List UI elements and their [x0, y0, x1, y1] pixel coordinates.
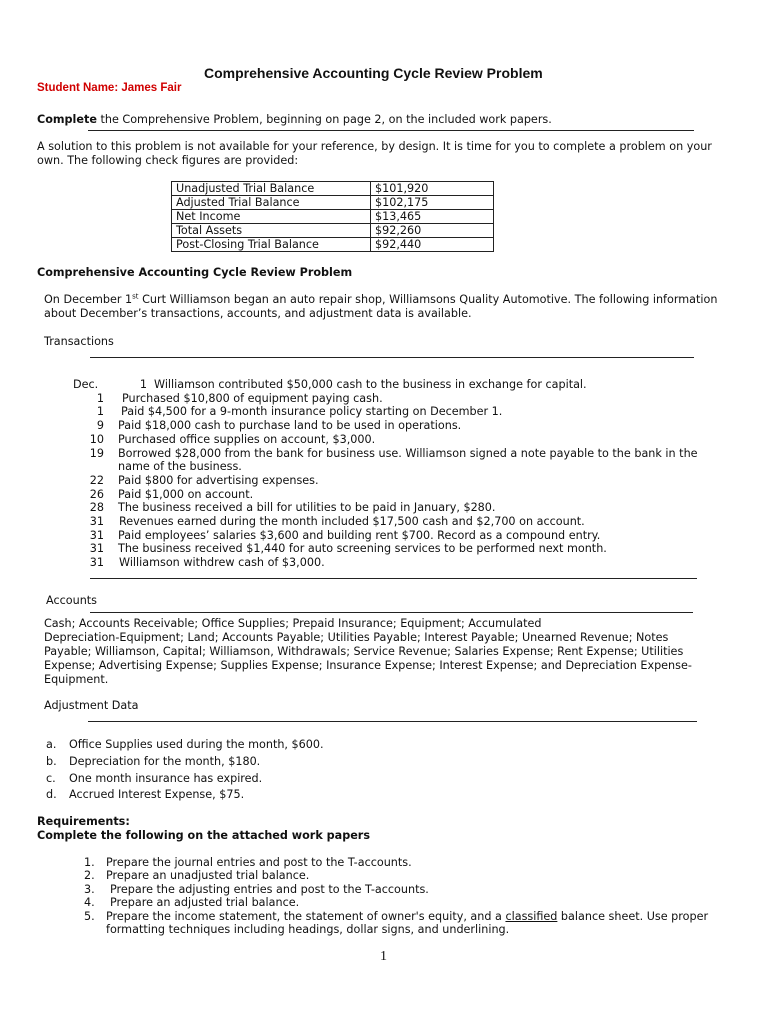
- page-number: 1: [380, 949, 387, 964]
- transaction-text: The business received a bill for utilities to be paid in January, $280.: [118, 501, 496, 515]
- requirement-number: 1.: [84, 856, 95, 869]
- transaction-text: Paid $1,000 on account.: [118, 487, 254, 501]
- adjustment-text: Accrued Interest Expense, $75.: [69, 788, 245, 801]
- accounts-line: Payable; Williamson, Capital; Williamson, Withdrawals; Service Revenue; Salaries Expense; Rent Expense; Utilities: [44, 645, 684, 658]
- check-value: $102,175: [371, 196, 494, 210]
- requirement-number: 5.: [84, 910, 95, 923]
- check-value: $92,260: [371, 224, 494, 238]
- transaction-day: 19: [89, 446, 104, 460]
- adjustment-item: [46, 755, 261, 768]
- transaction-text: Revenues earned during the month included $17,500 cash and $2,700 on account.: [119, 515, 585, 528]
- student-name: Student Name: James Fair: [37, 82, 182, 94]
- transaction-day: 31: [89, 556, 104, 570]
- transaction-day: 28: [89, 501, 104, 515]
- transaction-text: The business received $1,440 for auto screening services to be performed next month.: [118, 542, 607, 556]
- accounts-heading: Accounts: [46, 594, 97, 607]
- transaction-text: Purchased office supplies on account, $3,000.: [118, 432, 376, 446]
- requirement-text: Prepare an unadjusted trial balance.: [106, 869, 310, 882]
- complete-rest: the Comprehensive Problem, beginning on page 2, on the included work papers.: [96, 113, 552, 126]
- accounts-paragraph: [44, 617, 692, 687]
- adjustment-text: One month insurance has expired.: [69, 772, 263, 785]
- check-value: $13,465: [371, 210, 494, 224]
- transaction-day: 1: [96, 405, 104, 419]
- intro-paragraph: [37, 140, 712, 168]
- adjustment-letter: b.: [46, 755, 57, 768]
- adjustment-letter: c.: [46, 772, 56, 785]
- accounts-line: Cash; Accounts Receivable; Office Supplies; Prepaid Insurance; Equipment; Accumulated: [44, 617, 542, 630]
- transaction-month: Dec.: [73, 378, 99, 391]
- story-line: [44, 293, 717, 307]
- transaction-text: Paid $18,000 cash to purchase land to be used in operations.: [118, 419, 462, 433]
- adjustment-heading: Adjustment Data: [44, 699, 139, 712]
- transaction-text: Paid employees’ salaries $3,600 and building rent $700. Record as a compound entry.: [118, 528, 601, 542]
- transactions-heading: Transactions: [44, 335, 114, 348]
- requirement-text: balance sheet. Use proper: [557, 910, 709, 923]
- divider-line: [90, 578, 697, 579]
- requirement-number: 4.: [84, 896, 95, 909]
- transaction-day: 31: [89, 542, 104, 556]
- accounts-line: Depreciation-Equipment; Land; Accounts Payable; Utilities Payable; Interest Payable; Unearned Revenue; Notes: [44, 631, 669, 644]
- requirement-text: Prepare the income statement, the statement of owner's equity, and a: [106, 910, 506, 923]
- classified-underlined-word: classified: [505, 910, 558, 923]
- story-pre: On December 1: [44, 293, 133, 306]
- intro-line: own. The following check figures are provided:: [37, 154, 299, 167]
- requirement-item: [84, 910, 709, 923]
- accounts-line: Expense; Advertising Expense; Supplies Expense; Insurance Expense; Interest Expense; and Depreciation Expense-: [44, 659, 692, 672]
- table-row: [172, 196, 494, 210]
- requirement-text: Prepare the journal entries and post to the T-accounts.: [106, 856, 412, 869]
- table-row: [172, 238, 494, 252]
- transaction-day: 1: [139, 378, 147, 391]
- check-figures-table: [171, 181, 494, 252]
- accounts-line: Equipment.: [44, 673, 109, 686]
- requirement-text: Prepare an adjusted trial balance.: [110, 896, 300, 909]
- table-row: [172, 210, 494, 224]
- story-post: Curt Williamson began an auto repair shop, Williamsons Quality Automotive. The following information: [138, 293, 718, 306]
- story-paragraph: [44, 293, 717, 321]
- transaction-day: 10: [89, 432, 104, 446]
- adjustment-item: [46, 788, 245, 801]
- transaction-text: Paid $800 for advertising expenses.: [118, 473, 319, 487]
- requirement-number: 3.: [84, 883, 95, 896]
- transaction-day: 1: [96, 391, 104, 405]
- check-label: Unadjusted Trial Balance: [172, 182, 371, 196]
- intro-line: A solution to this problem is not available for your reference, by design. It is time for you to complete a problem on your: [37, 140, 712, 153]
- requirement-item: [84, 856, 412, 869]
- transaction-day: 9: [96, 419, 104, 433]
- requirements-subheading: Complete the following on the attached work papers: [37, 829, 370, 842]
- requirement-item: [84, 896, 300, 909]
- check-label: Net Income: [172, 210, 371, 224]
- story-line: about December’s transactions, accounts, and adjustment data is available.: [44, 307, 472, 320]
- divider-line: [88, 130, 694, 131]
- adjustment-letter: d.: [46, 788, 57, 801]
- transaction-day: 26: [89, 487, 104, 501]
- check-label: Post-Closing Trial Balance: [172, 238, 371, 252]
- requirements-heading: Requirements:: [37, 815, 130, 828]
- check-value: $92,440: [371, 238, 494, 252]
- check-label: Total Assets: [172, 224, 371, 238]
- transaction-text: Purchased $10,800 of equipment paying cash.: [122, 391, 383, 405]
- table-row: [172, 182, 494, 196]
- divider-line: [90, 612, 693, 613]
- check-value: $101,920: [371, 182, 494, 196]
- requirement-number: 2.: [84, 869, 95, 882]
- section-subtitle: Comprehensive Accounting Cycle Review Problem: [37, 266, 353, 279]
- transaction-text: name of the business.: [118, 460, 242, 474]
- complete-instruction: [37, 113, 552, 126]
- transaction-day: 31: [89, 528, 104, 542]
- transaction-text: Williamson withdrew cash of $3,000.: [119, 556, 325, 570]
- requirement-text: Prepare the adjusting entries and post to the T-accounts.: [110, 883, 429, 896]
- transaction-text: Paid $4,500 for a 9-month insurance policy starting on December 1.: [121, 405, 503, 419]
- requirement-item: [84, 883, 429, 896]
- story-sup: st: [132, 292, 139, 301]
- transaction-text: Borrowed $28,000 from the bank for business use. Williamson signed a note payable to the bank in the: [118, 446, 698, 460]
- transaction-text: Williamson contributed $50,000 cash to the business in exchange for capital.: [154, 378, 587, 391]
- complete-bold: Complete: [37, 113, 97, 126]
- requirement-continuation: formatting techniques including headings, dollar signs, and underlining.: [106, 923, 510, 936]
- divider-line: [88, 721, 697, 722]
- transaction-day: 22: [89, 473, 104, 487]
- check-label: Adjusted Trial Balance: [172, 196, 371, 210]
- adjustment-letter: a.: [46, 738, 57, 751]
- adjustment-text: Depreciation for the month, $180.: [69, 755, 261, 768]
- adjustment-item: [46, 738, 324, 751]
- table-row: [172, 224, 494, 238]
- divider-line: [90, 357, 694, 358]
- requirement-item: [84, 869, 310, 882]
- adjustment-text: Office Supplies used during the month, $600.: [69, 738, 324, 751]
- adjustment-item: [46, 772, 263, 785]
- document-title: Comprehensive Accounting Cycle Review Problem: [204, 65, 543, 81]
- transaction-day: 31: [89, 515, 104, 528]
